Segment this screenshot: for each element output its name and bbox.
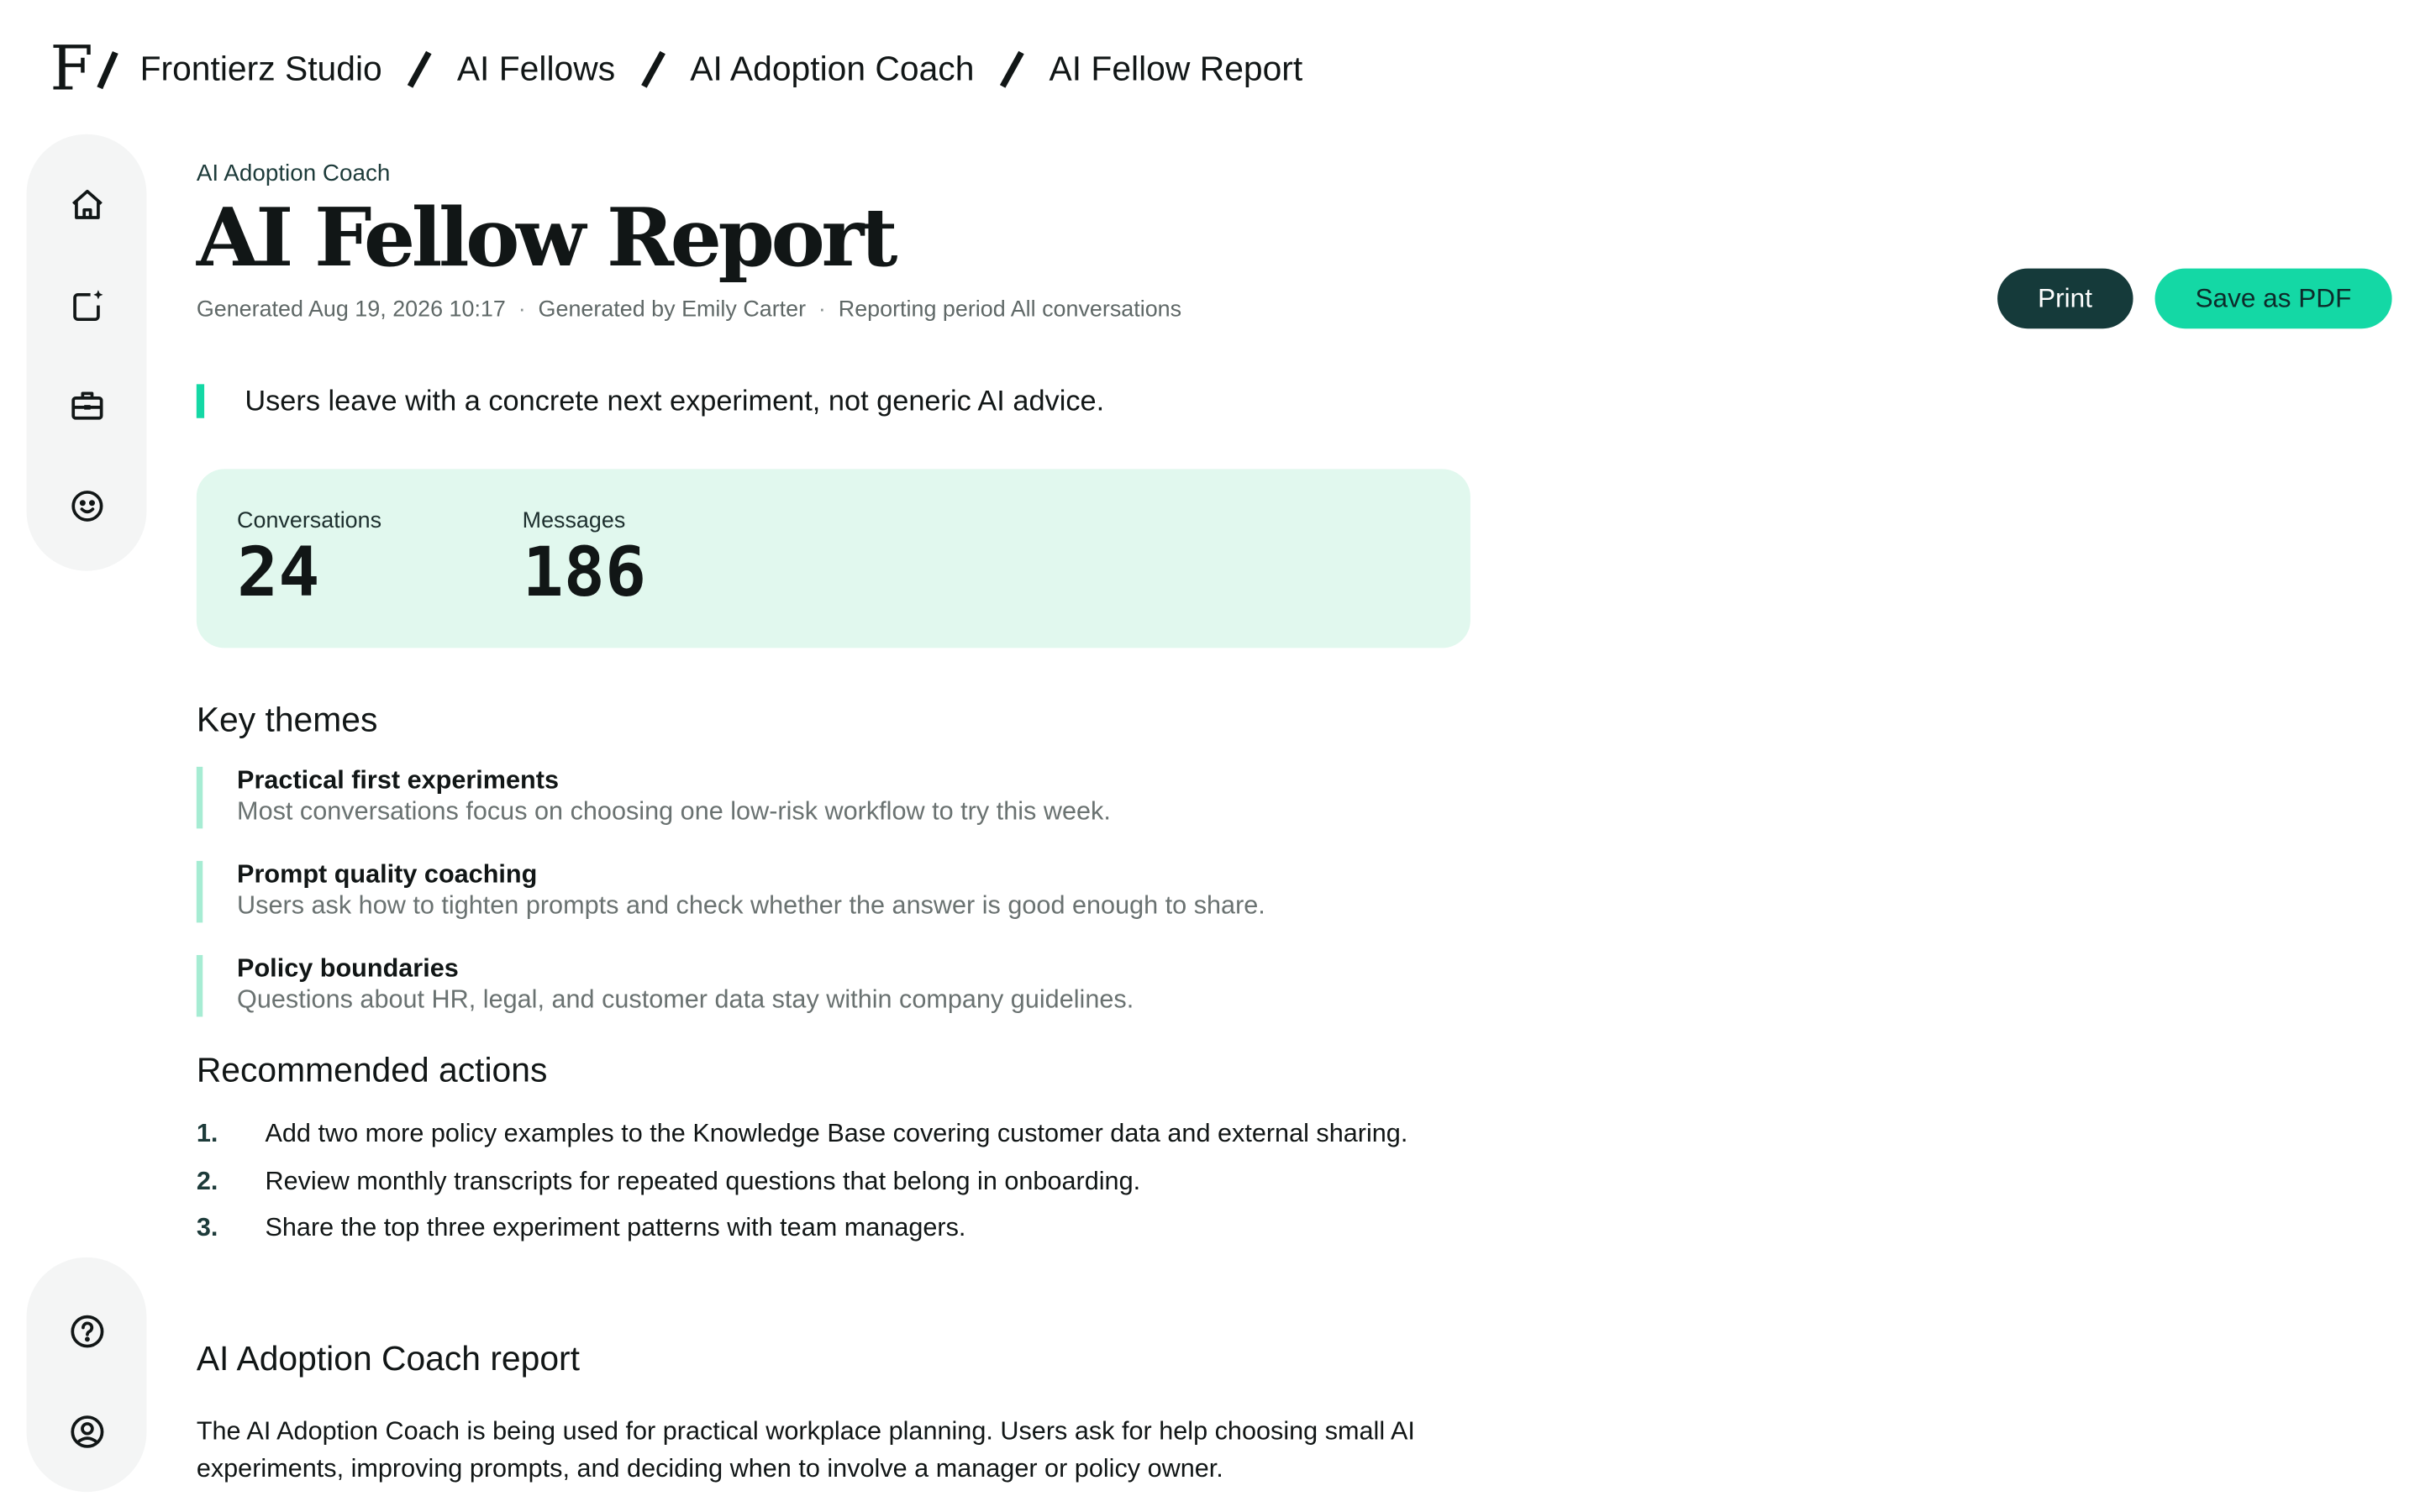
meta-generated: Generated Aug 19, 2026 10:17 [196,297,506,323]
themes-heading: Key themes [196,700,378,739]
breadcrumb-item-fellows[interactable]: AI Fellows [456,49,616,88]
list-text: Share the top three experiment patterns with team managers. [265,1214,966,1242]
theme-description: Most conversations focus on choosing one low-risk workflow to try this week. [237,797,1111,826]
sidebar-primary [27,134,147,571]
stat-label: Messages [522,509,626,534]
theme-title: Prompt quality coaching [237,860,538,889]
account-icon[interactable] [59,1404,115,1459]
print-button[interactable]: Print [1997,269,2133,329]
breadcrumb-item-current: AI Fellow Report [1049,49,1303,88]
home-icon[interactable] [59,177,115,233]
theme-title: Policy boundaries [237,954,459,983]
report-paragraph: The AI Adoption Coach is being used for practical workplace planning. Users ask for help choosing small AI experiments, improving prompts, and deciding when to involve a manager or policy owner. [196,1417,1415,1483]
stat-conversations [237,509,523,648]
briefcase-icon[interactable] [59,378,115,433]
breadcrumb [50,28,1302,111]
stats-card [197,469,1470,648]
theme-description: Users ask how to tighten prompts and check whether the answer is good enough to share. [237,891,1265,920]
theme-description: Questions about HR, legal, and customer data stay within company guidelines. [237,985,1134,1014]
report-actions [1997,269,2392,329]
themes-list [197,767,2411,1017]
breadcrumb-item-studio[interactable]: Frontierz Studio [139,49,382,88]
recommended-list [197,1119,2411,1244]
report-content [197,155,2411,1488]
quote-text: Users leave with a concrete next experiment, not generic AI advice. [245,384,1105,417]
list-number: 1. [196,1120,218,1148]
breadcrumb-separator-icon [404,50,435,90]
stat-label: Conversations [237,509,382,534]
sidebar-secondary [27,1257,147,1492]
list-item [197,1119,2411,1150]
meta-separator: · [518,297,526,323]
new-chat-icon[interactable] [59,278,115,333]
summary-quote [197,384,2411,417]
stat-value: 186 [522,533,647,613]
logo-letter: F [50,34,93,105]
stat-messages [523,509,808,648]
meta-period: Reporting period All conversations [838,297,1182,323]
list-item [197,1166,2411,1197]
breadcrumb-separator-icon [996,50,1027,90]
smiley-icon[interactable] [59,478,115,533]
report-heading: AI Adoption Coach report [196,1339,580,1378]
list-item [197,1213,2411,1244]
save-pdf-button[interactable]: Save as PDF [2154,269,2391,329]
help-icon[interactable] [59,1304,115,1359]
quote-accent-bar [197,384,204,417]
list-text: Review monthly transcripts for repeated questions that belong in onboarding. [265,1167,1141,1195]
list-text: Add two more policy examples to the Knowledge Base covering customer data and external sharing. [265,1120,1408,1148]
page-title: AI Fellow Report [196,191,894,286]
meta-generated-by: Generated by Emily Carter [538,297,807,323]
theme-item [197,955,2411,1016]
stat-value: 24 [237,533,320,613]
list-number: 2. [196,1167,218,1195]
report-eyebrow: AI Adoption Coach [196,160,391,187]
logo-slash-icon [97,48,118,91]
breadcrumb-separator-icon [637,50,668,90]
list-number: 3. [196,1214,218,1242]
breadcrumb-item-coach[interactable]: AI Adoption Coach [690,49,975,88]
theme-item [197,767,2411,828]
brand-logo[interactable] [50,34,118,105]
theme-item [197,861,2411,922]
theme-title: Practical first experiments [237,766,559,795]
recommended-heading: Recommended actions [196,1050,548,1089]
meta-separator: · [818,297,826,323]
